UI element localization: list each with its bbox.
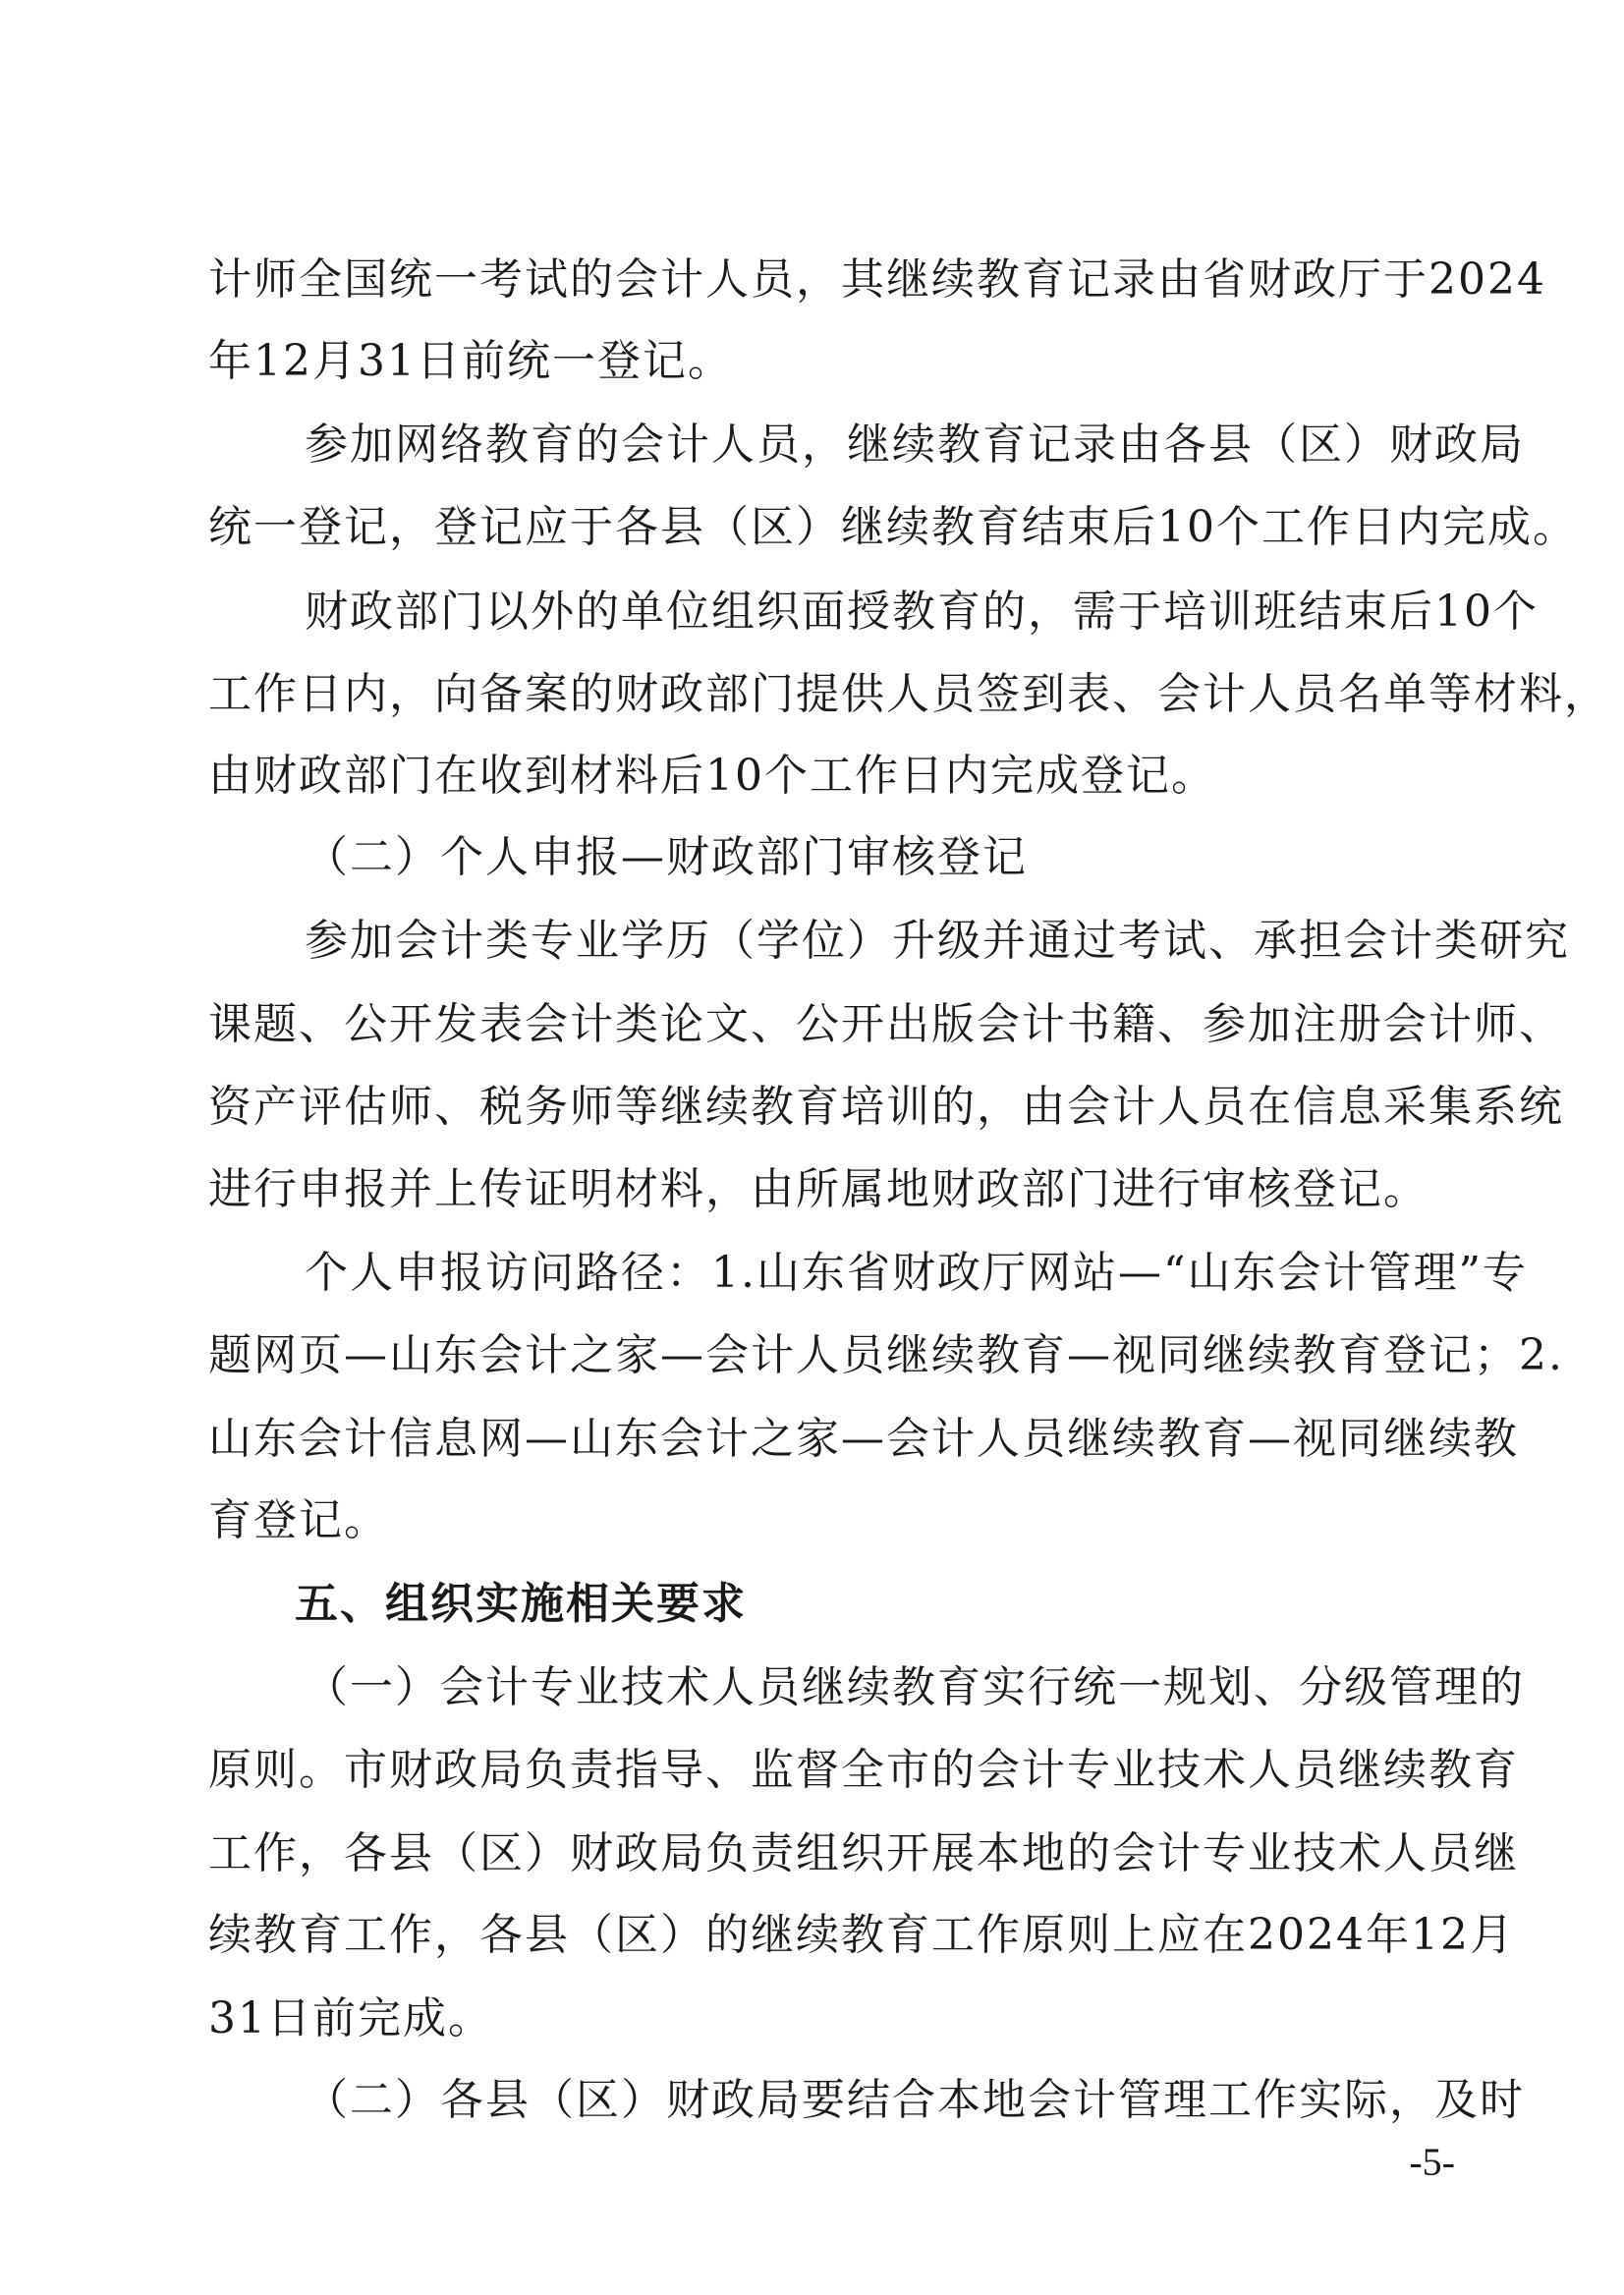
page-number: -5- — [1409, 2140, 1455, 2184]
text-line: 山东会计信息网—山东会计之家—会计人员继续教育—视同继续教 — [208, 1414, 1519, 1464]
paragraph-start: 参加网络教育的会计人员，继续教育记录由各县（区）财政局 — [305, 420, 1525, 470]
paragraph-start: （一）会计专业技术人员继续教育实行统一规划、分级管理的 — [305, 1662, 1525, 1712]
text-line: 工作，各县（区）财政局负责组织开展本地的会计专业技术人员继 — [208, 1828, 1519, 1878]
section-heading: 五、组织实施相关要求 — [295, 1579, 747, 1629]
text-line: 由财政部门在收到材料后10个工作日内完成登记。 — [208, 751, 1216, 801]
paragraph-start: （二）各县（区）财政局要结合本地会计管理工作实际，及时 — [305, 2075, 1525, 2125]
text-line: 题网页—山东会计之家—会计人员继续教育—视同继续教育登记；2. — [208, 1330, 1564, 1380]
text-line: 统一登记，登记应于各县（区）继续教育结束后10个工作日内完成。 — [208, 502, 1578, 552]
text-line: 续教育工作，各县（区）的继续教育工作原则上应在2024年12月 — [208, 1910, 1515, 1960]
text-line: 资产评估师、税务师等继续教育培训的，由会计人员在信息采集系统 — [208, 1082, 1564, 1132]
paragraph-start: 财政部门以外的单位组织面授教育的，需于培训班结束后10个 — [305, 587, 1539, 637]
text-line: 年12月31日前统一登记。 — [208, 336, 733, 386]
subsection-heading: （二）个人申报—财政部门审核登记 — [305, 832, 1028, 882]
text-line: 育登记。 — [208, 1495, 389, 1545]
paragraph-start: 参加会计类专业学历（学位）升级并通过考试、承担会计类研究 — [305, 916, 1570, 966]
text-line: 课题、公开发表会计类论文、公开出版会计书籍、参加注册会计师、 — [208, 999, 1564, 1049]
text-line: 工作日内，向备案的财政部门提供人员签到表、会计人员名单等材料， — [208, 669, 1609, 719]
text-line: 进行申报并上传证明材料，由所属地财政部门进行审核登记。 — [208, 1164, 1428, 1214]
text-line: 计师全国统一考试的会计人员，其继续教育记录由省财政厅于2024 — [208, 254, 1546, 305]
paragraph-start: 个人申报访问路径：1.山东省财政厅网站—“山东会计管理”专 — [305, 1248, 1528, 1298]
text-line: 31日前完成。 — [208, 1993, 493, 2043]
text-line: 原则。市财政局负责指导、监督全市的会计专业技术人员继续教育 — [208, 1745, 1519, 1795]
